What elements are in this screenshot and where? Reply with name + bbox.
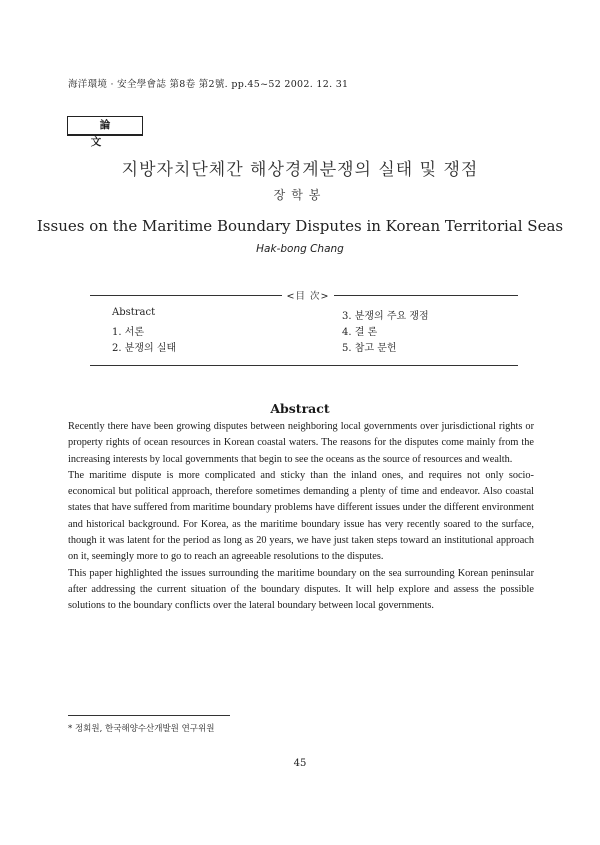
paper-title-english: Issues on the Maritime Boundary Disputes in Korean Territorial Seas — [36, 217, 564, 235]
abstract-paragraph: Recently there have been growing disputes between neighboring local governments over jurisdictional rights or property rights of ocean resources in Korean coastal waters. The reasons for the disputes come mainly from the increasing interests by local governments that begin to see the oceans as the source of resources and wealth. — [68, 421, 534, 465]
journal-citation: 海洋環境 · 安全學會誌 第8卷 第2號. pp.45~52 2002. 12. 31 — [68, 79, 349, 90]
toc-top-rule-right — [334, 295, 518, 296]
toc-item: 2. 분쟁의 실태 — [112, 343, 177, 354]
abstract-heading: Abstract — [270, 401, 330, 416]
toc-item: 1. 서론 — [112, 327, 145, 338]
table-of-contents — [90, 291, 518, 366]
toc-item: 5. 참고 문헌 — [342, 343, 397, 354]
abstract-paragraph: The maritime dispute is more complicated and sticky than the inland ones, and requires not only socio-economical but political approach, therefore sometimes demanding a plenty of time and endeavor. Also coastal states that have suffered from maritime boundary problems have different issues under the different environment and historical background. For Korea, as the maritime boundary issue has very recently soared to the surface, though it was latent for the period as long as 20 years, we have just taken steps toward an institutional approach on it, seemingly more to go to reach an agreeable resolutions to the disputes. — [68, 469, 534, 563]
abstract-paragraph: This paper highlighted the issues surrounding the maritime boundary on the sea surrounding Korean peninsular after addressing the current situation of the boundary disputes. It will help explore and assess the possible solutions to the boundary conflicts over the lateral boundary between local governments. — [68, 567, 534, 612]
author-footnote: * 정회원, 한국해양수산개발원 연구위원 — [68, 724, 215, 734]
footnote-divider — [68, 715, 230, 716]
author-name-korean: 장학봉 — [273, 188, 327, 202]
author-name-english: Hak-bong Chang — [256, 243, 344, 255]
toc-item: Abstract — [112, 307, 156, 318]
toc-item: 4. 결 론 — [342, 327, 378, 338]
abstract-body — [68, 419, 534, 615]
paper-title-korean: 지방자치단체간 해상경계분쟁의 실태 및 쟁점 — [121, 160, 479, 180]
section-label: 論文 — [67, 116, 143, 136]
toc-top-rule-left — [90, 295, 282, 296]
toc-heading: <目 次> — [286, 291, 330, 302]
page-number: 45 — [293, 758, 307, 769]
toc-item: 3. 분쟁의 주요 쟁점 — [342, 311, 429, 322]
